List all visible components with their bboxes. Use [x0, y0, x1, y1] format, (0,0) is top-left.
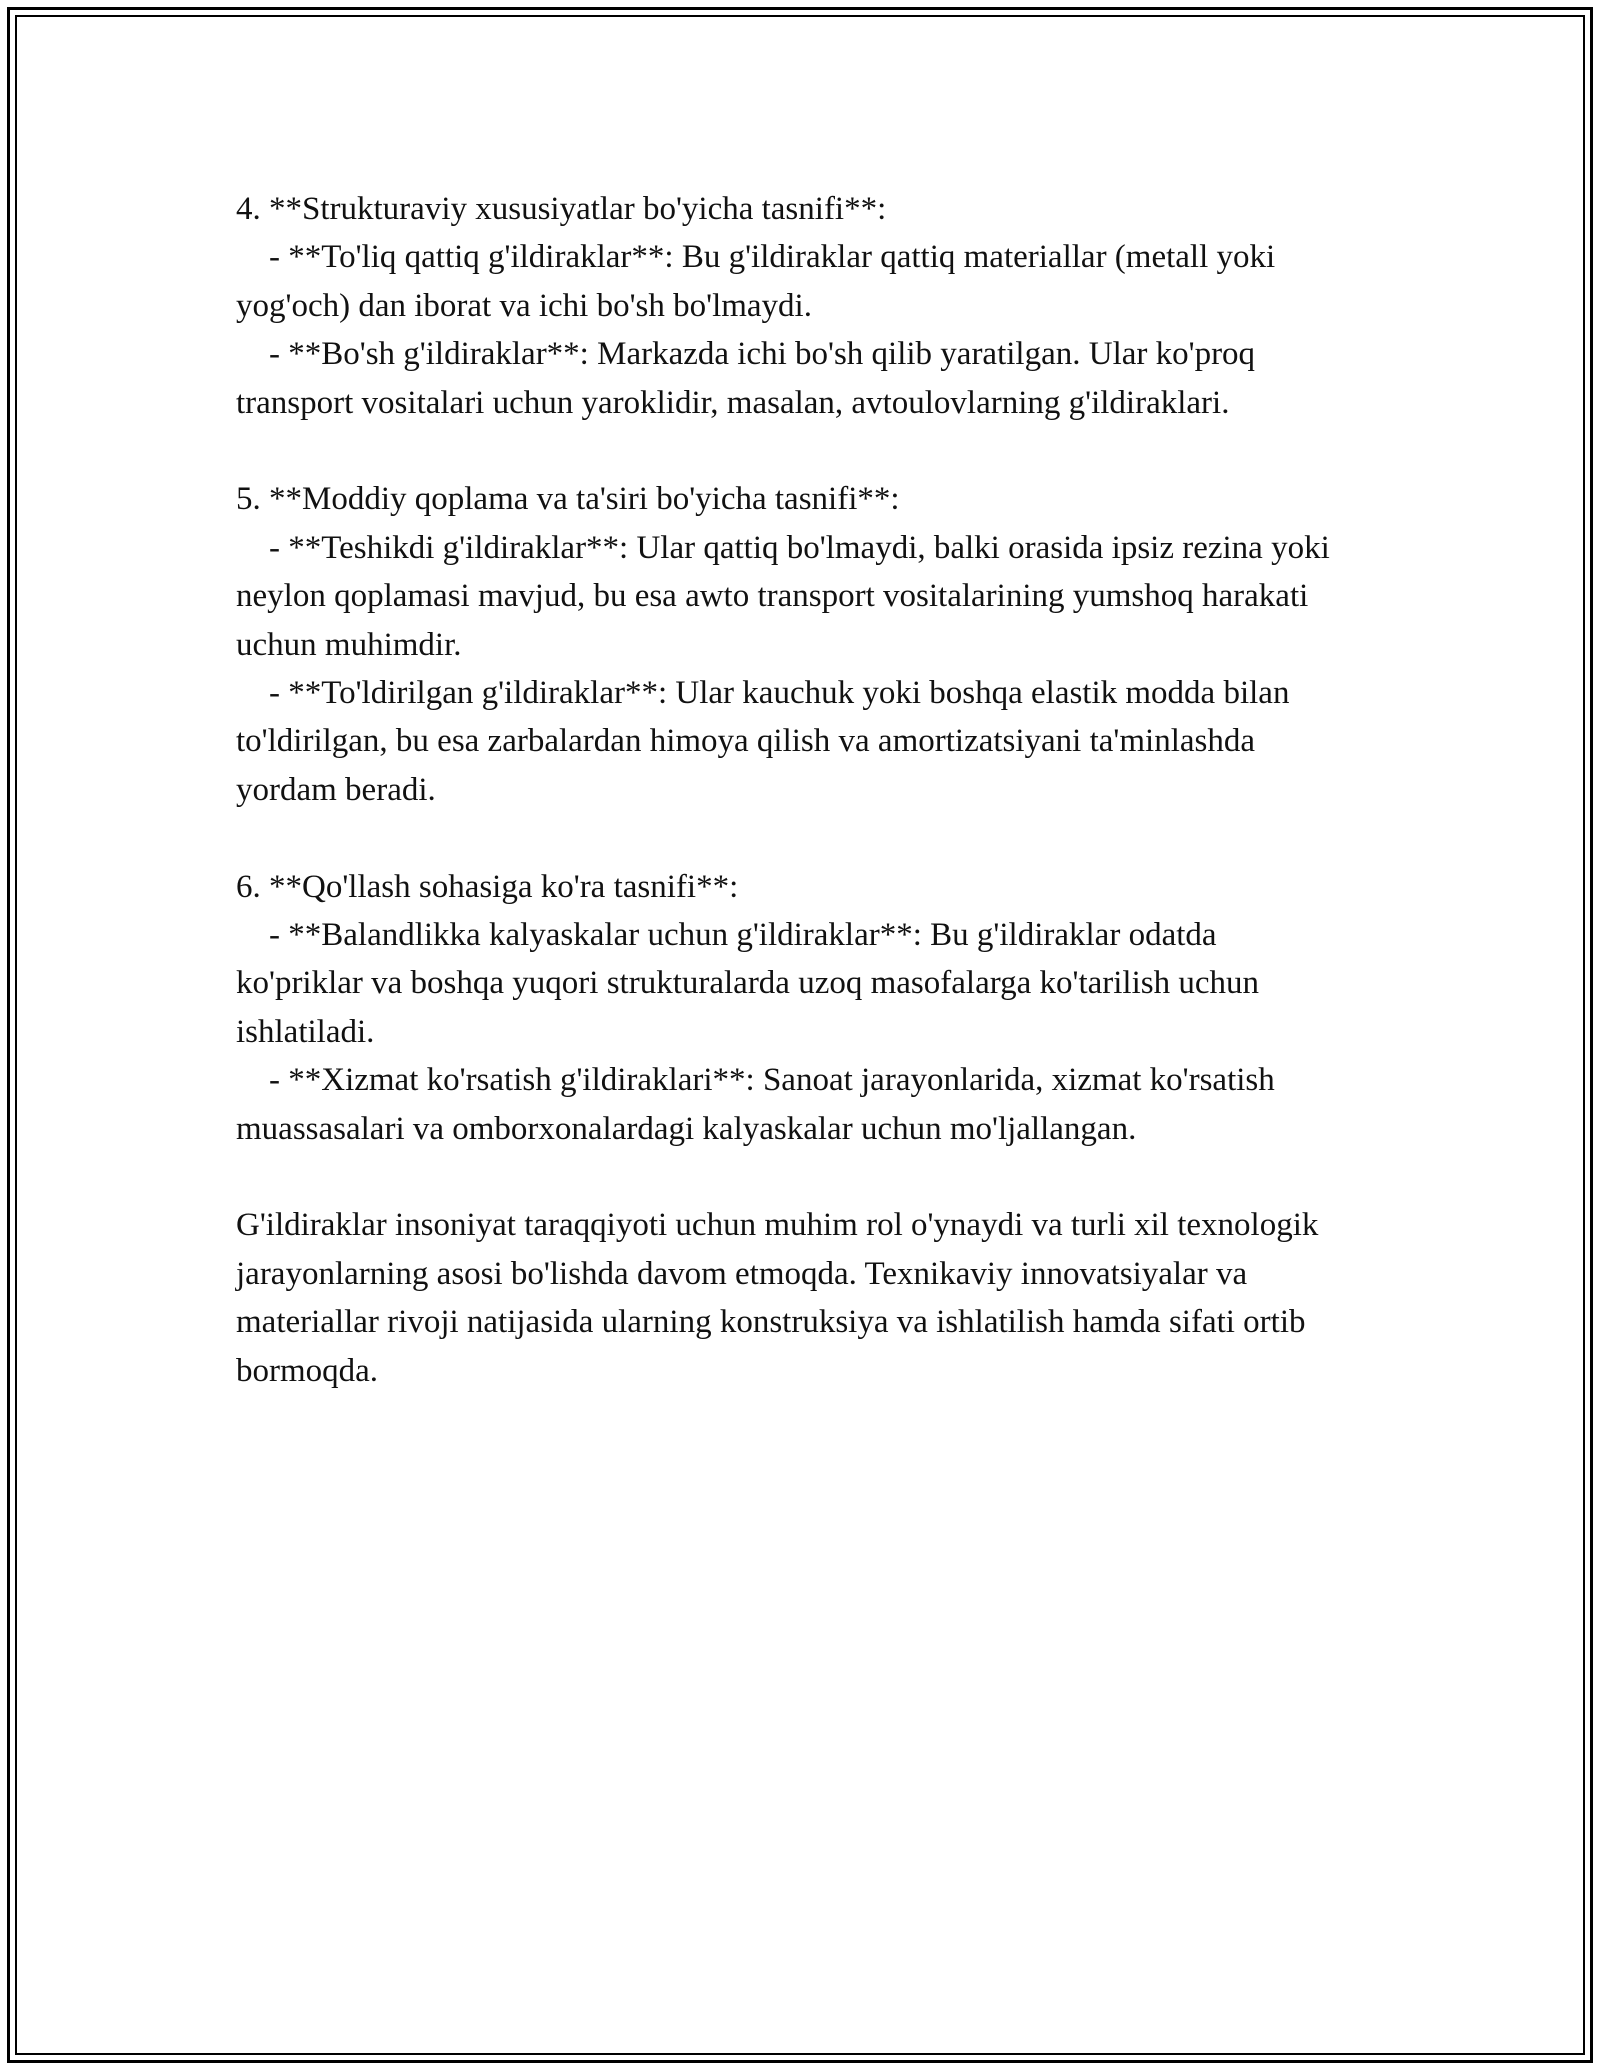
section-heading: 6. **Qo'llash sohasiga ko'ra tasnifi**: — [236, 868, 739, 905]
list-item: - **To'ldirilgan g'ildiraklar**: Ular kauchuk yoki boshqa elastik modda bilan to'ldirilgan, bu esa zarbalardan himoya qilish va amortizatsiyani ta'minlashda yordam beradi. — [236, 675, 1298, 808]
list-item: - **Balandlikka kalyaskalar uchun g'ildiraklar**: Bu g'ildiraklar odatda ko'priklar va boshqa yuqori strukturalarda uzoq masofalarga ko'tarilish uchun ishlatiladi. — [236, 917, 1268, 1050]
document-body — [236, 185, 1336, 1444]
section-application — [236, 863, 1336, 1153]
section-material — [236, 475, 1336, 814]
list-item: - **To'liq qattiq g'ildiraklar**: Bu g'ildiraklar qattiq materiallar (metall yoki yog'och) dan iborat va ichi bo'sh bo'lmaydi. — [236, 239, 1284, 324]
section-heading: 5. **Moddiy qoplama va ta'siri bo'yicha tasnifi**: — [236, 481, 900, 518]
section-heading: 4. **Strukturaviy xususiyatlar bo'yicha tasnifi**: — [236, 191, 887, 227]
list-item: - **Teshikdi g'ildiraklar**: Ular qattiq bo'lmaydi, balki orasida ipsiz rezina yoki neylon qoplamasi mavjud, bu esa awto transport vositalarining yumshoq harakati uchun muhimdir. — [236, 529, 1338, 663]
list-item: - **Xizmat ko'rsatish g'ildiraklari**: Sanoat jarayonlarida, xizmat ko'rsatish muassasalari va omborxonalardagi kalyaskalar uchun mo'ljallangan. — [236, 1062, 1283, 1147]
section-structural — [236, 185, 1336, 427]
conclusion-paragraph — [236, 1201, 1336, 1395]
conclusion-text: G'ildiraklar insoniyat taraqqiyoti uchun muhim rol o'ynaydi va turli xil texnologik jarayonlarning asosi bo'lishda davom etmoqda. Texnikaviy innovatsiyalar va materiallar rivoji natijasida ularning konstruksiya va ishlatilish hamda sifati ortib bormoqda. — [236, 1207, 1327, 1389]
list-item: - **Bo'sh g'ildiraklar**: Markazda ichi bo'sh qilib yaratilgan. Ular ko'proq transport vositalari uchun yaroklidir, masalan, avtoulovlarning g'ildiraklari. — [236, 336, 1264, 421]
